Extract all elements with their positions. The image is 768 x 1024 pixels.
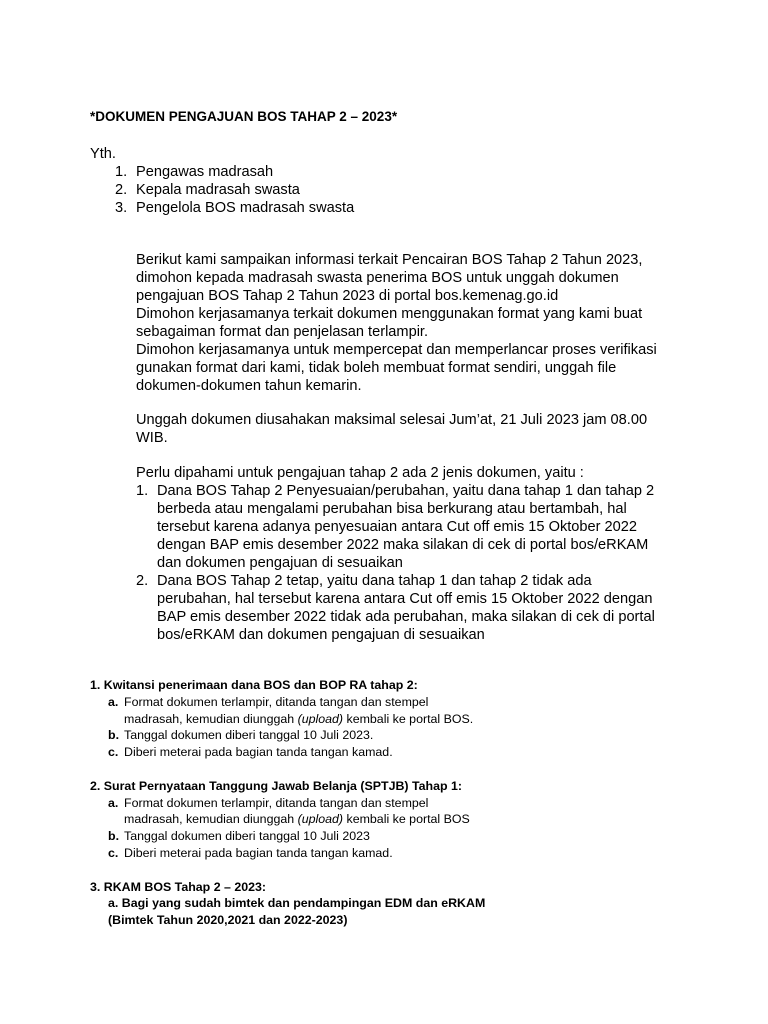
paragraph-line: Unggah dokumen diusahakan maksimal selesai Jum’at, 21 Juli 2023 jam 08.00	[136, 412, 648, 428]
sub-heading-continued: (Bimtek Tahun 2020,2021 dan 2022-2023)	[108, 913, 348, 927]
item-letter: a.	[108, 695, 119, 709]
item-letter: a.	[108, 796, 119, 810]
paragraph-line: Dimohon kerjasamanya untuk mempercepat dan memperlancar proses verifikasi	[136, 342, 657, 358]
section-heading: 3. RKAM BOS Tahap 2 – 2023:	[90, 880, 267, 894]
item-text-continued	[124, 711, 473, 728]
sub-heading: a. Bagi yang sudah bimtek dan pendampingan EDM dan eRKAM	[108, 896, 486, 910]
item-letter: c.	[108, 745, 119, 759]
section-heading: 2. Surat Pernyataan Tanggung Jawab Belanja (SPTJB) Tahap 1:	[90, 779, 463, 793]
paragraph-line: Dana BOS Tahap 2 Penyesuaian/perubahan, yaitu dana tahap 1 dan tahap 2	[157, 483, 655, 499]
list-number: 2.	[115, 182, 128, 198]
paragraph-line: bos/eRKAM dan dokumen pengajuan di sesuaikan	[157, 627, 485, 643]
paragraph-line: dokumen-dokumen tahun kemarin.	[136, 378, 362, 394]
text-run: kembali ke portal BOS	[343, 812, 470, 826]
types-intro: Perlu dipahami untuk pengajuan tahap 2 ada 2 jenis dokumen, yaitu :	[136, 465, 584, 481]
paragraph-line: dimohon kepada madrasah swasta penerima BOS untuk unggah dokumen	[136, 270, 619, 286]
paragraph-line: Berikut kami sampaikan informasi terkait Pencairan BOS Tahap 2 Tahun 2023,	[136, 252, 643, 268]
list-number: 1.	[115, 164, 128, 180]
paragraph-line: BAP emis desember 2022 tidak ada perubahan, maka silakan di cek di portal	[157, 609, 655, 625]
section-heading: 1. Kwitansi penerimaan dana BOS dan BOP RA tahap 2:	[90, 678, 418, 692]
text-run-italic: (upload)	[297, 712, 344, 726]
paragraph-line: WIB.	[136, 430, 168, 446]
list-item: Pengawas madrasah	[136, 164, 274, 180]
text-run: madrasah, kemudian diunggah	[124, 712, 298, 726]
item-text: Format dokumen terlampir, ditanda tangan dan stempel	[124, 796, 429, 810]
text-run: madrasah, kemudian diunggah	[124, 812, 298, 826]
list-number: 3.	[115, 200, 128, 216]
item-letter: c.	[108, 846, 119, 860]
greeting: Yth.	[90, 146, 116, 162]
paragraph-line: Dana BOS Tahap 2 tetap, yaitu dana tahap 1 dan tahap 2 tidak ada	[157, 573, 592, 589]
item-text: Tanggal dokumen diberi tanggal 10 Juli 2023.	[124, 728, 374, 742]
item-text: Tanggal dokumen diberi tanggal 10 Juli 2023	[124, 829, 370, 843]
text-run: kembali ke portal BOS.	[343, 712, 474, 726]
deadline-paragraph	[136, 411, 647, 447]
item-letter: b.	[108, 728, 120, 742]
paragraph-line: berbeda atau mengalami perubahan bisa berkurang atau bertambah, hal	[157, 501, 627, 517]
paragraph-line: gunakan format dari kami, tidak boleh membuat format sendiri, unggah file	[136, 360, 617, 376]
list-number: 1.	[136, 483, 149, 499]
paragraph-line: dengan BAP emis desember 2022 maka silakan di cek di portal bos/eRKAM	[157, 537, 649, 553]
paragraph-line: Dimohon kerjasamanya terkait dokumen menggunakan format yang kami buat	[136, 306, 643, 322]
list-item: Kepala madrasah swasta	[136, 182, 300, 198]
list-number: 2.	[136, 573, 149, 589]
item-letter: b.	[108, 829, 120, 843]
paragraph-line: sebagaiman format dan penjelasan terlampir.	[136, 324, 429, 340]
document-title: *DOKUMEN PENGAJUAN BOS TAHAP 2 – 2023*	[90, 109, 398, 124]
list-item	[157, 572, 655, 644]
item-text-continued	[124, 811, 470, 828]
intro-paragraph	[136, 251, 657, 395]
list-item	[157, 482, 654, 572]
paragraph-line: perubahan, hal tersebut karena antara Cut off emis 15 Oktober 2022 dengan	[157, 591, 653, 607]
paragraph-line: tersebut karena adanya penyesuaian antara Cut off emis 15 Oktober 2022	[157, 519, 638, 535]
paragraph-line: pengajuan BOS Tahap 2 Tahun 2023 di portal bos.kemenag.go.id	[136, 288, 559, 304]
paragraph-line: dan dokumen pengajuan di sesuaikan	[157, 555, 403, 571]
text-run-italic: (upload)	[297, 812, 344, 826]
item-text: Diberi meterai pada bagian tanda tangan kamad.	[124, 846, 393, 860]
list-item: Pengelola BOS madrasah swasta	[136, 200, 355, 216]
item-text: Format dokumen terlampir, ditanda tangan dan stempel	[124, 695, 429, 709]
item-text: Diberi meterai pada bagian tanda tangan kamad.	[124, 745, 393, 759]
